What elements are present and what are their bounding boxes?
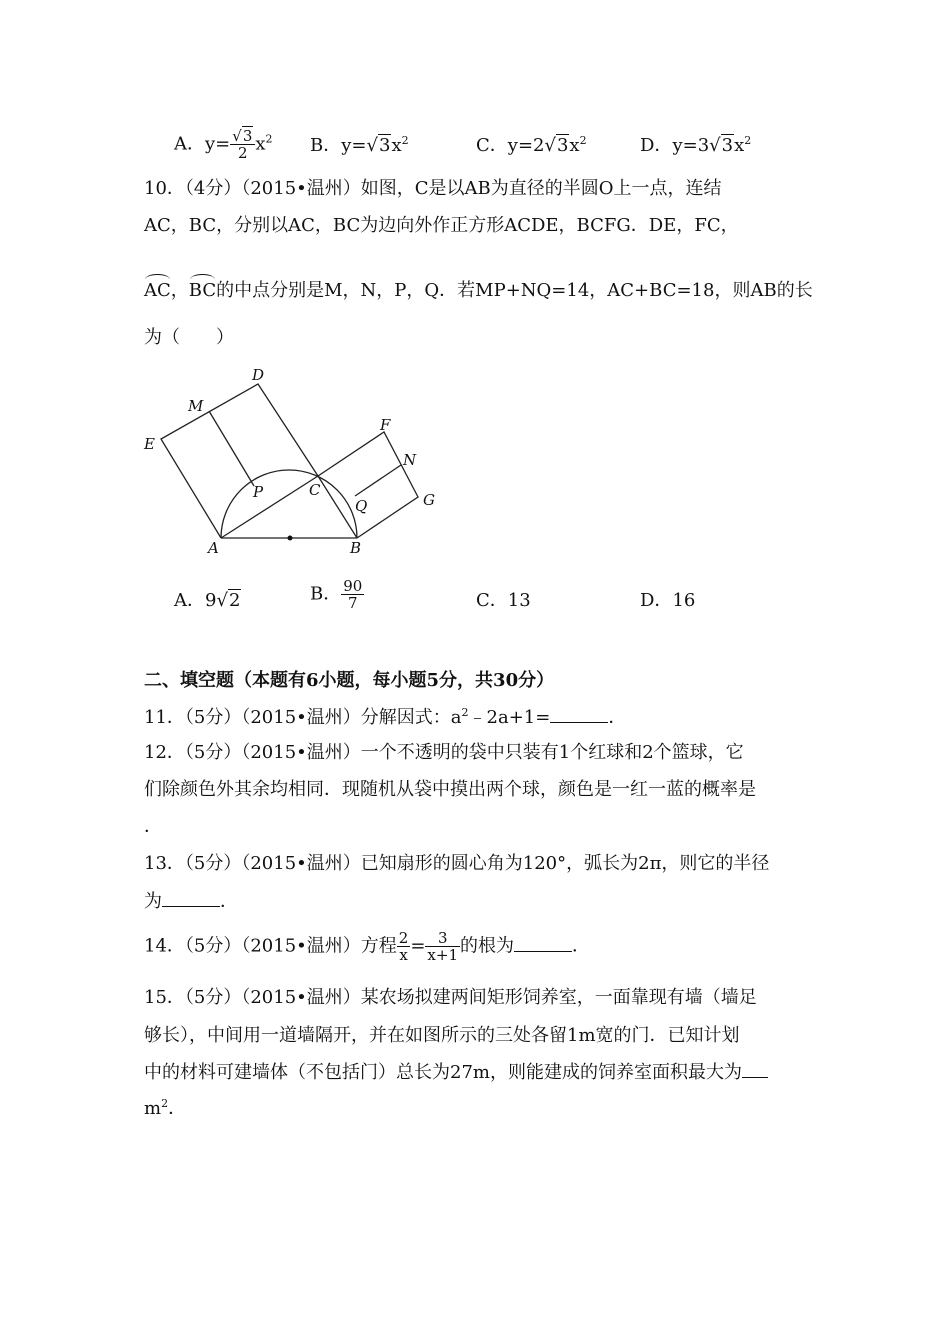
q15-answer-blank[interactable]	[742, 1061, 768, 1078]
q10-line4: 为（ ）	[144, 327, 234, 348]
segment-mp	[209, 411, 254, 486]
q9-option-b: B．$y=√3x^2$	[310, 134, 409, 156]
section-2-title: 二、填空题（本题有6小题，每小题5分，共30分）	[144, 670, 555, 691]
label-f: F	[380, 416, 391, 434]
q10-geometry-figure	[130, 355, 460, 565]
label-q: Q	[355, 497, 368, 515]
center-o-dot	[288, 536, 293, 541]
label-m: M	[188, 397, 204, 415]
label-p: P	[253, 483, 264, 501]
segment-nq	[355, 465, 401, 496]
q10-option-d: D．16	[640, 590, 696, 611]
label-g: G	[423, 491, 435, 509]
q15-line1: 15．（5分）（2015•温州）某农场拟建两间矩形饲养室，一面靠现有墙（墙足	[144, 987, 757, 1008]
q12-line3: ．	[144, 816, 162, 837]
label-c: C	[309, 481, 321, 499]
q10-line3: AC，BC的中点分别是M，N，P，Q．若MP+NQ=14，AC+BC=18，则AB的长	[144, 280, 813, 301]
q10-line1: 10．（4分）（2015•温州）如图，C是以AB为直径的半圆O上一点，连结	[144, 178, 722, 199]
label-n: N	[403, 451, 417, 469]
q12-line1: 12．（5分）（2015•温州）一个不透明的袋中只装有1个红球和2个篮球，它	[144, 742, 744, 763]
q15-line3: 中的材料可建墙体（不包括门）总长为27m，则能建成的饲养室面积最大为	[144, 1061, 768, 1084]
q10-option-a: A．9√2	[174, 590, 241, 611]
q10-option-b: B． $\frac{90}{7}$	[310, 577, 363, 612]
q15-line4: $m^2$．	[144, 1097, 187, 1119]
q12-line2: 们除颜色外其余均相同．现随机从袋中摸出两个球，颜色是一红一蓝的概率是	[144, 779, 756, 800]
label-b: B	[350, 539, 362, 557]
q11-answer-blank[interactable]	[550, 706, 608, 723]
q13-line1: 13．（5分）（2015•温州）已知扇形的圆心角为120°，弧长为2π，则它的半径	[144, 853, 770, 874]
q9-option-a: A．y= $\frac{√3}{2}$ $x^2$	[174, 127, 273, 162]
q13-line2: 为 ．	[144, 891, 238, 912]
q13-answer-blank[interactable]	[162, 890, 220, 907]
segment-ac	[221, 476, 318, 538]
arc-ac-label: AC	[144, 280, 171, 301]
square-bcfg	[318, 432, 418, 538]
q15-line2: 够长），中间用一道墙隔开，并在如图所示的三处各留1m宽的门．已知计划	[144, 1025, 740, 1046]
q14-answer-blank[interactable]	[514, 935, 572, 952]
arc-bc-label: BC	[188, 280, 217, 301]
semicircle	[221, 470, 357, 538]
q11-line: 11．（5分）（2015•温州）分解因式：$a^2﹣2a+1=$ ．	[144, 706, 627, 728]
label-e: E	[144, 435, 155, 453]
q9-option-c: C．$y=2√3x^2$	[476, 134, 587, 156]
q9-option-d: D．$y=3√3x^2$	[640, 134, 752, 156]
q10-line2: AC，BC，分别以AC，BC为边向外作正方形ACDE，BCFG．DE，FC，	[144, 215, 739, 236]
q14-line: 14．（5分）（2015•温州）方程 $\frac{2}{x}$ = $\frac{3}{x+1}$ 的根为 ．	[144, 929, 590, 964]
label-a: A	[208, 539, 219, 557]
segment-bc	[318, 476, 357, 538]
label-d: D	[252, 366, 265, 384]
q10-option-c: C．13	[476, 590, 531, 611]
